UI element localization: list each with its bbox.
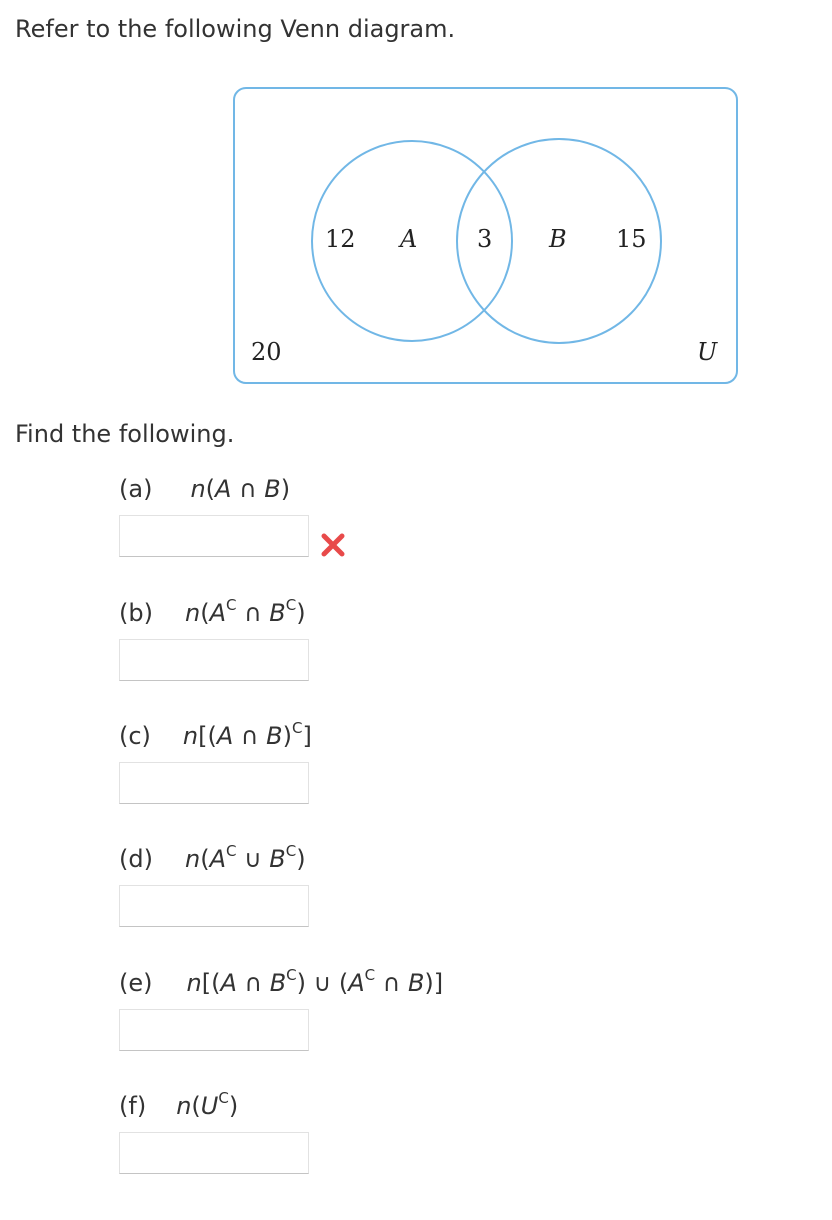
venn-diagram — [229, 84, 741, 390]
part-f — [119, 1090, 719, 1220]
part-d-letter: (d) — [119, 845, 153, 873]
part-e-answer-input[interactable] — [119, 1009, 309, 1051]
region-only-a-count: 12 — [325, 225, 356, 253]
part-b-prompt — [119, 597, 306, 629]
part-c-expression: n[(A ∩ B)$^C$] — [182, 719, 312, 750]
region-only-b-count: 15 — [616, 225, 647, 253]
part-c-answer-input[interactable] — [119, 762, 309, 804]
part-e-letter: (e) — [119, 969, 153, 997]
part-f-answer-input[interactable] — [119, 1132, 309, 1174]
part-d-answer-input[interactable] — [119, 885, 309, 927]
part-d-expression: $n(A^C$ ∪ $B^C$) — [184, 842, 306, 873]
part-c-letter: (c) — [119, 722, 151, 750]
set-b-label: B — [549, 225, 567, 253]
part-a-answer-input[interactable] — [119, 515, 309, 557]
part-a-expression: n(A ∩ B) — [190, 475, 291, 503]
part-a — [119, 473, 719, 603]
part-f-letter: (f) — [119, 1092, 147, 1120]
incorrect-icon — [319, 531, 347, 559]
part-e-expression: n[(A ∩ $B^C$) ∪ ($A^C$ ∩ B)] — [186, 966, 444, 997]
part-b-expression: $n(A^C$ ∩ $B^C$) — [184, 596, 306, 627]
region-both-count: 3 — [477, 225, 493, 253]
part-d — [119, 843, 719, 973]
part-a-prompt — [119, 473, 290, 505]
part-e — [119, 967, 719, 1097]
part-b — [119, 597, 719, 727]
part-a-letter: (a) — [119, 475, 153, 503]
part-b-answer-input[interactable] — [119, 639, 309, 681]
instruction-text: Find the following. — [15, 420, 235, 448]
part-c-prompt — [119, 720, 312, 752]
part-d-prompt — [119, 843, 306, 875]
part-b-letter: (b) — [119, 599, 153, 627]
part-f-prompt — [119, 1090, 238, 1122]
intro-text: Refer to the following Venn diagram. — [15, 15, 456, 43]
set-a-label: A — [400, 225, 418, 253]
universe-label: U — [697, 338, 718, 366]
part-c — [119, 720, 719, 850]
part-f-expression: $n(U^C)$ — [176, 1089, 239, 1120]
part-e-prompt — [119, 967, 443, 999]
region-outside-count: 20 — [251, 338, 282, 366]
